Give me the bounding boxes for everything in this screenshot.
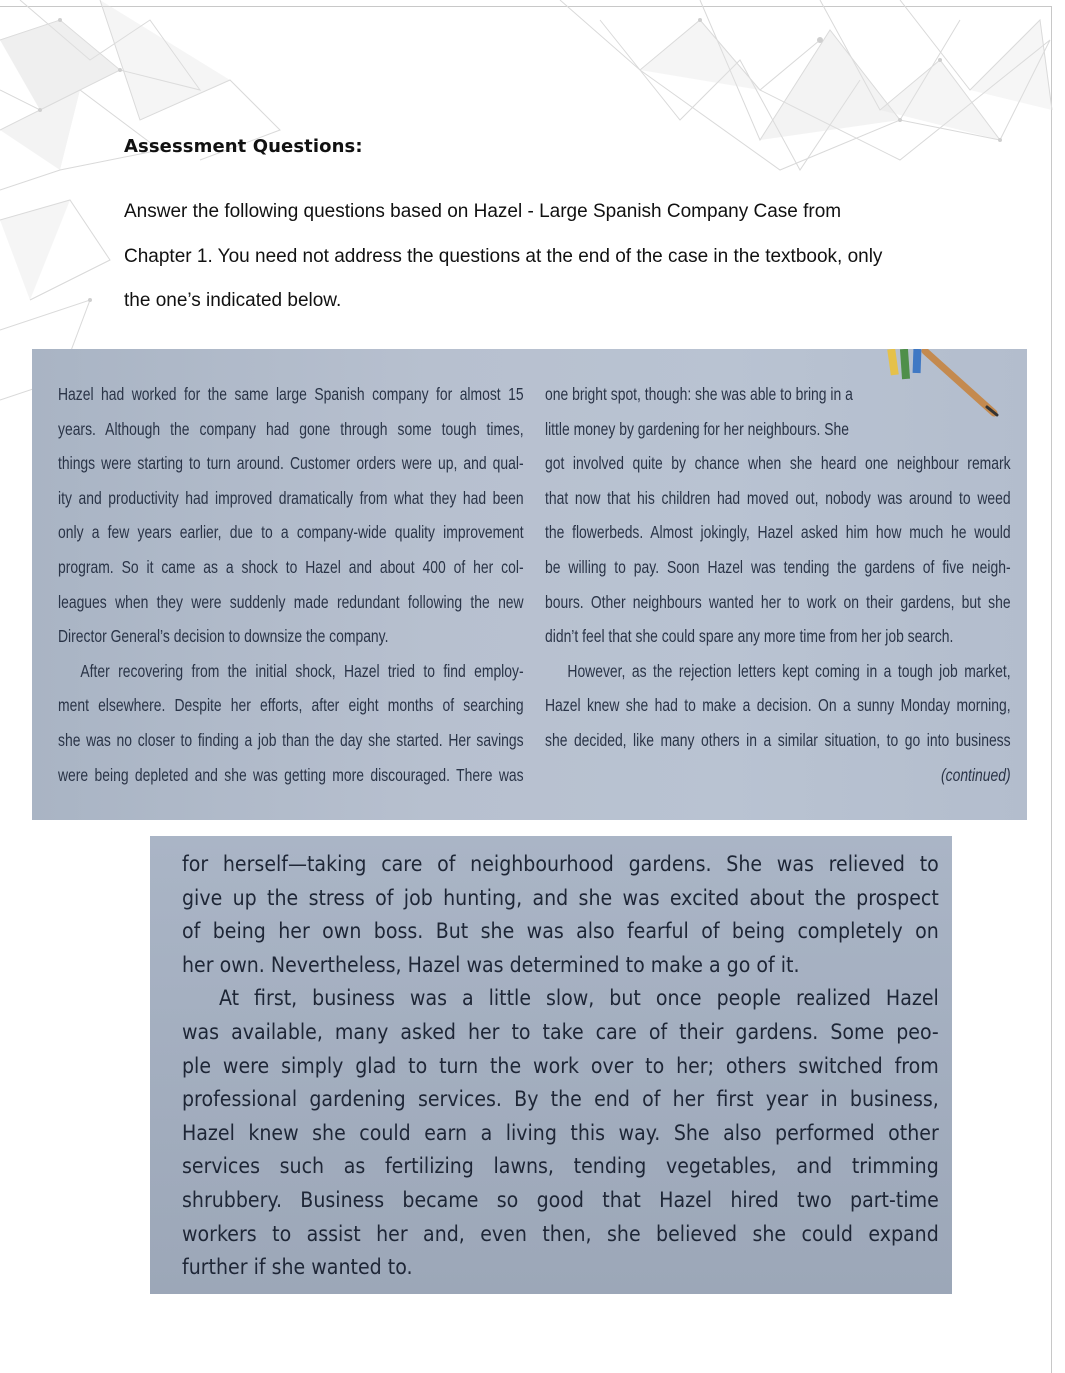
text-line: bours. Other neighbours wanted her to work on their gardens, but she — [545, 591, 1011, 612]
text-line: leagues when they were suddenly made redundant following the new — [58, 591, 524, 612]
text-line: years. Although the company had gone through some tough times, — [58, 418, 524, 439]
text-line: little money by gardening for her neighbours. She — [545, 418, 849, 439]
text-line: Hazel knew she had to make a decision. On a sunny Monday morning, — [545, 695, 1011, 716]
text-line: one bright spot, though: she was able to bring in a — [545, 384, 853, 404]
case-continuation-text — [182, 848, 942, 1285]
text-line: the flowerbeds. Almost jokingly, Hazel asked him how much he would — [545, 522, 1011, 543]
case-left-column — [58, 377, 524, 792]
text-line: After recovering from the initial shock, Hazel tried to find employ- — [80, 660, 524, 681]
text-line: ment elsewhere. Despite her efforts, after eight months of searching — [58, 695, 524, 716]
text-line: At first, business was a little slow, but once people realized Hazel — [218, 986, 939, 1012]
text-line: that now that his children had moved out, nobody was around to weed — [545, 487, 1011, 508]
text-line: give up the stress of job hunting, and she was excited about the prospect — [182, 885, 939, 911]
text-line: for herself—taking care of neighbourhood gardens. She was relieved to — [182, 852, 939, 877]
text-line: program. So it came as a shock to Hazel and about 400 of her col- — [58, 556, 524, 577]
text-line: further if she wanted to. — [182, 1255, 413, 1281]
text-line: her own. Nevertheless, Hazel was determined to make a go of it. — [182, 952, 800, 978]
text-line: professional gardening services. By the end of her first year in business, — [182, 1087, 939, 1113]
intro-line-1: Answer the following questions based on Hazel - Large Spanish Company Case from — [124, 201, 842, 222]
case-right-column — [545, 377, 1011, 792]
text-line: was available, many asked her to take care of their gardens. Some peo- — [182, 1019, 939, 1045]
intro-line-3: the one’s indicated below. — [124, 290, 342, 311]
text-line: only a few years earlier, due to a company-wide quality improvement — [58, 522, 524, 543]
case-excerpt-photo-2 — [150, 836, 952, 1294]
text-line: Hazel had worked for the same large Spanish company for almost 15 — [58, 384, 524, 404]
text-line: services such as fertilizing lawns, tending vegetables, and trimming — [182, 1154, 939, 1180]
assessment-heading: Assessment Questions: — [124, 136, 363, 157]
text-line: ple were simply glad to turn the work over to her; others switched from — [182, 1053, 939, 1079]
intro-line-2: Chapter 1. You need not address the questions at the end of the case in the textbook, only — [124, 246, 883, 267]
text-line: she was no closer to finding a job than the day she started. Her savings — [58, 729, 524, 750]
text-line: shrubbery. Business became so good that Hazel hired two part-time — [182, 1187, 939, 1213]
text-line: Hazel knew she could earn a living this way. She also performed other — [182, 1120, 939, 1146]
continued-label: (continued) — [940, 764, 1011, 785]
text-line: of being her own boss. But she was also fearful of being completely on — [182, 919, 939, 945]
text-line: be willing to pay. Soon Hazel was tending the gardens of five neigh- — [545, 556, 1011, 577]
text-line: she decided, like many others in a similar situation, to go into business — [545, 729, 1011, 750]
text-line: ity and productivity had improved dramatically from what they had been — [58, 487, 524, 508]
text-line: didn’t feel that she could spare any more time from her job search. — [545, 626, 954, 647]
case-excerpt-photo-1 — [32, 349, 1027, 820]
text-line: got involved quite by chance when she heard one neighbour remark — [545, 453, 1011, 474]
text-line: However, as the rejection letters kept coming in a tough job market, — [567, 660, 1011, 681]
text-line: Director General’s decision to downsize the company. — [58, 626, 389, 647]
text-line: were being depleted and she was getting more discouraged. There was — [58, 764, 524, 785]
text-line: things were starting to turn around. Customer orders were up, and qual- — [58, 453, 524, 474]
text-line: workers to assist her and, even then, she believed she could expand — [182, 1221, 939, 1247]
